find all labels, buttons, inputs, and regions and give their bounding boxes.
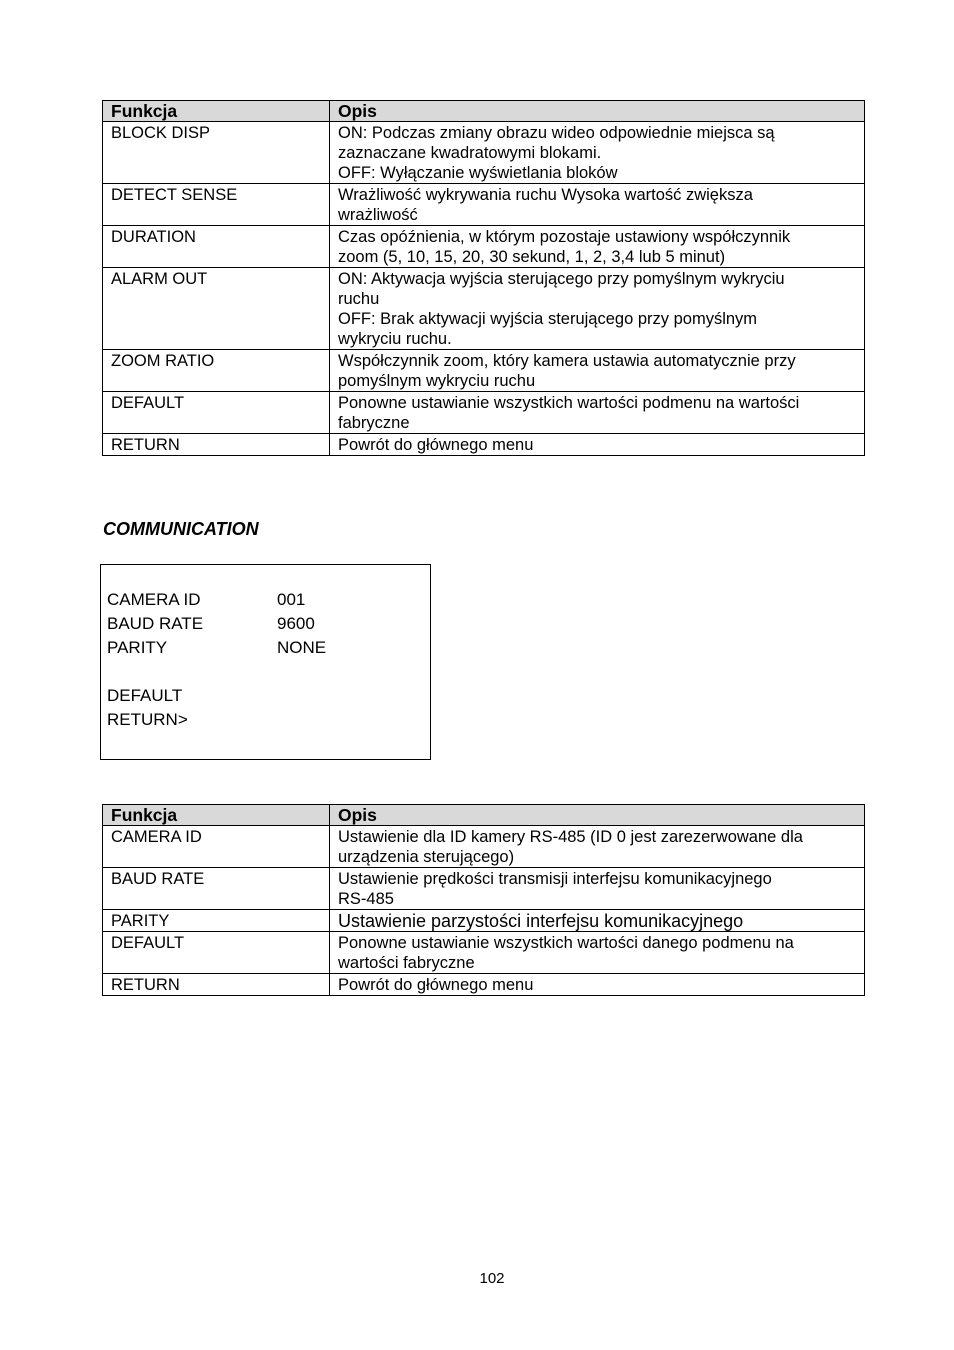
communication-function-table	[102, 804, 865, 996]
osd-camera-id-label: CAMERA ID	[107, 590, 201, 609]
osd-camera-id-value: 001	[277, 590, 306, 609]
function-name: DEFAULT	[103, 932, 330, 974]
table-row	[103, 826, 865, 868]
function-name: BLOCK DISP	[103, 122, 330, 184]
function-description	[330, 268, 865, 350]
description-line: ON: Podczas zmiany obrazu wideo odpowiednie miejsca są	[338, 124, 775, 142]
motion-detection-function-table	[102, 100, 865, 456]
function-name: RETURN	[103, 974, 330, 996]
column-header-funkcja: Funkcja	[103, 101, 330, 122]
table-row	[103, 226, 865, 268]
description-line: Wrażliwość wykrywania ruchu Wysoka wartość zwiększa	[338, 186, 753, 204]
function-description	[330, 826, 865, 868]
function-name: DETECT SENSE	[103, 184, 330, 226]
table-header-row	[103, 805, 865, 826]
description-line: ON: Aktywacja wyjścia sterującego przy pomyślnym wykryciu	[338, 270, 785, 288]
description-line: RS-485	[338, 890, 394, 908]
osd-baud-rate-label: BAUD RATE	[107, 614, 204, 633]
function-description	[330, 910, 865, 932]
section-heading: COMMUNICATION	[103, 519, 259, 539]
function-description	[330, 122, 865, 184]
function-name: DEFAULT	[103, 392, 330, 434]
osd-parity-value: NONE	[277, 638, 327, 657]
function-description	[330, 434, 865, 456]
description-line: Powrót do głównego menu	[338, 976, 534, 994]
table-row	[103, 184, 865, 226]
table-row	[103, 932, 865, 974]
description-line: Ponowne ustawianie wszystkich wartości podmenu na wartości	[338, 394, 800, 412]
description-line: Współczynnik zoom, który kamera ustawia automatycznie przy	[338, 352, 796, 370]
description-line: zaznaczane kwadratowymi blokami.	[338, 144, 602, 162]
column-header-opis: Opis	[330, 101, 865, 122]
osd-menu-box	[100, 564, 431, 760]
function-description	[330, 392, 865, 434]
function-description	[330, 226, 865, 268]
table-header-row	[103, 101, 865, 122]
osd-baud-rate-value: 9600	[277, 614, 315, 633]
description-line: zoom (5, 10, 15, 20, 30 sekund, 1, 2, 3,4 lub 5 minut)	[338, 248, 726, 266]
description-line: wartości fabryczne	[338, 954, 475, 972]
function-name: CAMERA ID	[103, 826, 330, 868]
table-row	[103, 268, 865, 350]
function-description	[330, 184, 865, 226]
description-line: Ustawienie prędkości transmisji interfejsu komunikacyjnego	[338, 870, 772, 888]
table-row	[103, 868, 865, 910]
table-row	[103, 122, 865, 184]
function-description	[330, 350, 865, 392]
description-line: urządzenia sterującego)	[338, 848, 515, 866]
description-line: OFF: Brak aktywacji wyjścia sterującego przy pomyślnym	[338, 310, 758, 328]
function-name: BAUD RATE	[103, 868, 330, 910]
table-row	[103, 350, 865, 392]
page-number: 102	[479, 1270, 505, 1287]
description-line: wykryciu ruchu.	[338, 330, 452, 348]
function-name: PARITY	[103, 910, 330, 932]
function-name: RETURN	[103, 434, 330, 456]
description-line: Ponowne ustawianie wszystkich wartości danego podmenu na	[338, 934, 794, 952]
description-line: wrażliwość	[338, 206, 418, 224]
table-row	[103, 392, 865, 434]
function-name: ALARM OUT	[103, 268, 330, 350]
description-line: ruchu	[338, 290, 380, 308]
description-line: Czas opóźnienia, w którym pozostaje ustawiony współczynnik	[338, 228, 791, 246]
column-header-opis: Opis	[330, 805, 865, 826]
description-line: pomyślnym wykryciu ruchu	[338, 372, 536, 390]
function-description	[330, 868, 865, 910]
osd-parity-label: PARITY	[107, 638, 168, 657]
table-row	[103, 910, 865, 932]
description-line: Powrót do głównego menu	[338, 436, 534, 454]
description-line: Ustawienie dla ID kamery RS-485 (ID 0 jest zarezerwowane dla	[338, 828, 803, 846]
description-line: Ustawienie parzystości interfejsu komunikacyjnego	[338, 911, 744, 931]
function-description	[330, 932, 865, 974]
function-name: DURATION	[103, 226, 330, 268]
description-line: OFF: Wyłączanie wyświetlania bloków	[338, 164, 618, 182]
description-line: fabryczne	[338, 414, 410, 432]
table-row	[103, 434, 865, 456]
osd-default-label: DEFAULT	[107, 686, 183, 705]
table-row	[103, 974, 865, 996]
osd-return-label: RETURN>	[107, 710, 188, 729]
column-header-funkcja: Funkcja	[103, 805, 330, 826]
function-name: ZOOM RATIO	[103, 350, 330, 392]
function-description	[330, 974, 865, 996]
